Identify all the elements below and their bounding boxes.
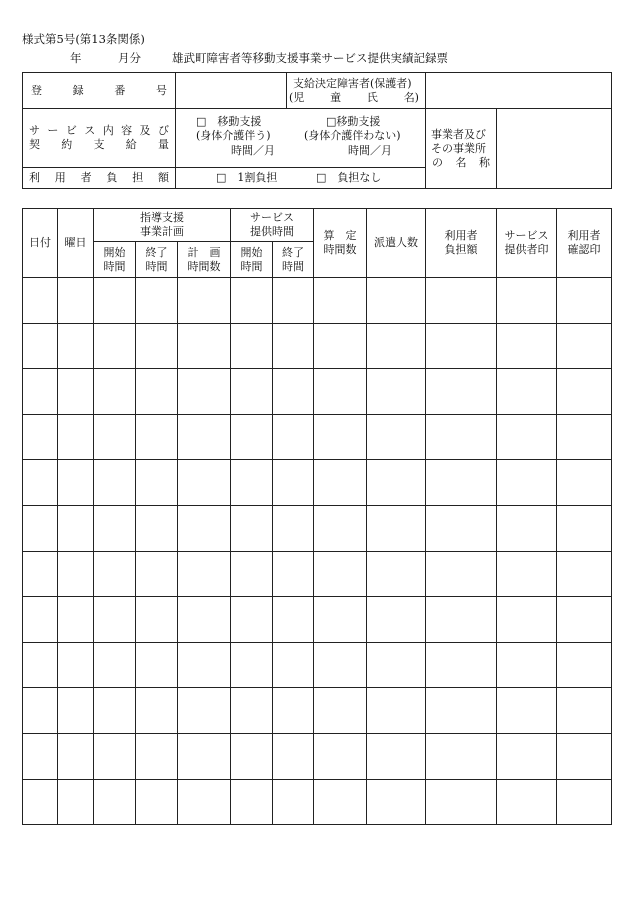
col-service-start: 開始 時間 (231, 242, 273, 278)
record-row (23, 323, 612, 369)
record-cell[interactable] (273, 505, 314, 551)
record-cell[interactable] (557, 278, 612, 324)
record-cell[interactable] (94, 688, 136, 734)
record-cell[interactable] (231, 323, 273, 369)
record-cell[interactable] (58, 551, 94, 597)
form-title: 雄武町障害者等移動支援事業サービス提供実績記録票 (172, 51, 448, 65)
record-cell[interactable] (58, 414, 94, 460)
record-cell[interactable] (426, 414, 497, 460)
col-plan-start: 開始 時間 (94, 242, 136, 278)
record-cell[interactable] (273, 779, 314, 825)
record-cell[interactable] (136, 369, 178, 415)
month-label: 月分 (118, 51, 141, 65)
col-date: 日付 (23, 209, 58, 278)
burden-none-checkbox[interactable]: □ 負担なし (316, 171, 382, 184)
record-cell[interactable] (273, 551, 314, 597)
record-cell[interactable] (314, 460, 367, 506)
record-cell[interactable] (426, 642, 497, 688)
record-cell[interactable] (497, 733, 557, 779)
record-cell[interactable] (58, 278, 94, 324)
record-cell[interactable] (557, 688, 612, 734)
record-cell[interactable] (497, 642, 557, 688)
burden-10pct-checkbox[interactable]: □ 1割負担 (216, 171, 278, 184)
record-cell[interactable] (58, 688, 94, 734)
record-cell[interactable] (314, 323, 367, 369)
record-cell[interactable] (367, 779, 426, 825)
record-cell[interactable] (94, 733, 136, 779)
record-cell[interactable] (178, 323, 231, 369)
record-cell[interactable] (367, 597, 426, 643)
year-label: 年 (70, 51, 82, 65)
record-cell[interactable] (231, 779, 273, 825)
record-cell[interactable] (178, 779, 231, 825)
record-cell[interactable] (231, 278, 273, 324)
record-cell[interactable] (23, 597, 58, 643)
record-cell[interactable] (557, 414, 612, 460)
record-cell[interactable] (314, 414, 367, 460)
record-cell[interactable] (136, 642, 178, 688)
record-cell[interactable] (58, 597, 94, 643)
record-cell[interactable] (178, 733, 231, 779)
record-row (23, 414, 612, 460)
record-cell[interactable] (426, 323, 497, 369)
record-cell[interactable] (557, 323, 612, 369)
record-row (23, 369, 612, 415)
record-cell[interactable] (273, 597, 314, 643)
record-cell[interactable] (426, 460, 497, 506)
col-provider-seal: サービス 提供者印 (497, 209, 557, 278)
col-service-end: 終了 時間 (273, 242, 314, 278)
record-cell[interactable] (231, 369, 273, 415)
record-cell[interactable] (58, 369, 94, 415)
record-cell[interactable] (178, 414, 231, 460)
option-with-care[interactable]: □ 移動支援 (196, 115, 262, 128)
record-cell[interactable] (557, 460, 612, 506)
record-cell[interactable] (367, 460, 426, 506)
record-cell[interactable] (314, 733, 367, 779)
record-cell[interactable] (178, 369, 231, 415)
record-row (23, 733, 612, 779)
record-cell[interactable] (94, 460, 136, 506)
record-cell[interactable] (367, 505, 426, 551)
record-table (22, 208, 612, 825)
option-without-care-unit: 時間／月 (348, 144, 392, 157)
record-cell[interactable] (136, 323, 178, 369)
record-cell[interactable] (367, 733, 426, 779)
record-cell[interactable] (231, 505, 273, 551)
record-cell[interactable] (557, 551, 612, 597)
record-cell[interactable] (136, 779, 178, 825)
record-cell[interactable] (136, 551, 178, 597)
option-without-care-note: (身体介護伴わない) (304, 129, 401, 142)
recipient-label: 支給決定障害者(保護者) (児 童 氏 名) (287, 73, 426, 109)
record-row (23, 278, 612, 324)
record-cell[interactable] (136, 688, 178, 734)
record-cell[interactable] (178, 278, 231, 324)
group-service-time: サービス 提供時間 (231, 209, 314, 242)
record-cell[interactable] (58, 505, 94, 551)
service-options (176, 109, 426, 168)
record-cell[interactable] (94, 642, 136, 688)
record-cell[interactable] (497, 688, 557, 734)
record-cell[interactable] (23, 688, 58, 734)
option-with-care-note: (身体介護伴う) (196, 129, 271, 142)
col-user-fee: 利用者 負担額 (426, 209, 497, 278)
record-cell[interactable] (426, 551, 497, 597)
record-cell[interactable] (231, 733, 273, 779)
record-cell[interactable] (94, 369, 136, 415)
service-content-label: サ ー ビ ス 内 容 及 び 契 約 支 給 量 (23, 109, 176, 168)
burden-label: 利 用 者 負 担 額 (23, 168, 176, 189)
record-cell[interactable] (367, 551, 426, 597)
record-cell[interactable] (23, 460, 58, 506)
record-cell[interactable] (314, 597, 367, 643)
record-cell[interactable] (178, 597, 231, 643)
record-cell[interactable] (231, 460, 273, 506)
burden-options (176, 168, 426, 189)
record-cell[interactable] (23, 505, 58, 551)
col-weekday: 曜日 (58, 209, 94, 278)
record-cell[interactable] (273, 414, 314, 460)
record-cell[interactable] (136, 414, 178, 460)
record-cell[interactable] (231, 597, 273, 643)
record-rows (23, 278, 612, 825)
record-cell[interactable] (273, 460, 314, 506)
record-cell[interactable] (94, 414, 136, 460)
record-cell[interactable] (23, 369, 58, 415)
record-cell[interactable] (231, 551, 273, 597)
record-cell[interactable] (58, 779, 94, 825)
record-cell[interactable] (367, 688, 426, 734)
record-cell[interactable] (178, 505, 231, 551)
record-cell[interactable] (314, 369, 367, 415)
record-cell[interactable] (314, 688, 367, 734)
record-cell[interactable] (273, 642, 314, 688)
record-cell[interactable] (136, 597, 178, 643)
record-row (23, 551, 612, 597)
record-cell[interactable] (136, 505, 178, 551)
record-cell[interactable] (178, 460, 231, 506)
record-cell[interactable] (557, 369, 612, 415)
record-cell[interactable] (23, 278, 58, 324)
record-cell[interactable] (367, 414, 426, 460)
record-cell[interactable] (136, 733, 178, 779)
record-cell[interactable] (557, 505, 612, 551)
record-cell[interactable] (136, 460, 178, 506)
col-user-seal: 利用者 確認印 (557, 209, 612, 278)
record-cell[interactable] (557, 733, 612, 779)
record-cell[interactable] (178, 551, 231, 597)
record-cell[interactable] (94, 323, 136, 369)
registration-number-field[interactable] (176, 73, 287, 109)
form-number: 様式第5号(第13条関係) (22, 32, 145, 46)
record-cell[interactable] (314, 642, 367, 688)
record-cell[interactable] (94, 779, 136, 825)
provider-label: 事業者及び その事業所 の 名 称 (426, 109, 497, 189)
record-cell[interactable] (178, 688, 231, 734)
record-cell[interactable] (94, 551, 136, 597)
record-cell[interactable] (367, 369, 426, 415)
record-row (23, 505, 612, 551)
record-cell[interactable] (426, 733, 497, 779)
record-cell[interactable] (426, 688, 497, 734)
record-cell[interactable] (273, 278, 314, 324)
record-cell[interactable] (426, 278, 497, 324)
option-without-care[interactable]: □移動支援 (326, 115, 381, 128)
record-cell[interactable] (497, 597, 557, 643)
record-cell[interactable] (58, 460, 94, 506)
record-cell[interactable] (23, 551, 58, 597)
form-title-line (22, 50, 622, 64)
record-cell[interactable] (497, 551, 557, 597)
provider-name-field[interactable] (497, 109, 612, 189)
record-cell[interactable] (314, 505, 367, 551)
registration-label: 登 録 番 号 (23, 73, 176, 109)
info-table (22, 72, 612, 189)
record-cell[interactable] (367, 278, 426, 324)
record-row (23, 460, 612, 506)
record-cell[interactable] (497, 369, 557, 415)
record-cell[interactable] (314, 779, 367, 825)
record-cell[interactable] (231, 688, 273, 734)
record-cell[interactable] (497, 460, 557, 506)
record-cell[interactable] (426, 597, 497, 643)
record-cell[interactable] (497, 278, 557, 324)
col-staff-count: 派遣人数 (367, 209, 426, 278)
record-cell[interactable] (231, 642, 273, 688)
record-cell[interactable] (426, 369, 497, 415)
record-cell[interactable] (136, 278, 178, 324)
record-cell[interactable] (426, 779, 497, 825)
record-cell[interactable] (557, 597, 612, 643)
col-plan-end: 終了 時間 (136, 242, 178, 278)
record-cell[interactable] (367, 323, 426, 369)
record-cell[interactable] (273, 733, 314, 779)
record-row (23, 779, 612, 825)
record-cell[interactable] (23, 323, 58, 369)
record-cell[interactable] (23, 642, 58, 688)
record-cell[interactable] (497, 505, 557, 551)
group-plan: 指導支援 事業計画 (94, 209, 231, 242)
record-cell[interactable] (23, 733, 58, 779)
record-cell[interactable] (58, 323, 94, 369)
record-cell[interactable] (426, 505, 497, 551)
record-cell[interactable] (273, 323, 314, 369)
option-with-care-unit: 時間／月 (231, 144, 275, 157)
record-cell[interactable] (497, 323, 557, 369)
record-cell[interactable] (23, 779, 58, 825)
record-cell[interactable] (314, 551, 367, 597)
record-row (23, 597, 612, 643)
record-cell[interactable] (178, 642, 231, 688)
record-cell[interactable] (273, 369, 314, 415)
record-cell[interactable] (273, 688, 314, 734)
record-row (23, 688, 612, 734)
record-cell[interactable] (58, 733, 94, 779)
record-cell[interactable] (557, 642, 612, 688)
record-row (23, 642, 612, 688)
record-cell[interactable] (231, 414, 273, 460)
record-cell[interactable] (367, 642, 426, 688)
recipient-name-field[interactable] (426, 73, 612, 109)
record-cell[interactable] (23, 414, 58, 460)
record-cell[interactable] (314, 278, 367, 324)
record-cell[interactable] (497, 414, 557, 460)
record-cell[interactable] (58, 642, 94, 688)
record-cell[interactable] (94, 505, 136, 551)
record-cell[interactable] (94, 597, 136, 643)
col-plan-hours: 計 画 時間数 (178, 242, 231, 278)
record-cell[interactable] (497, 779, 557, 825)
col-calc-hours: 算 定 時間数 (314, 209, 367, 278)
record-cell[interactable] (557, 779, 612, 825)
record-cell[interactable] (94, 278, 136, 324)
